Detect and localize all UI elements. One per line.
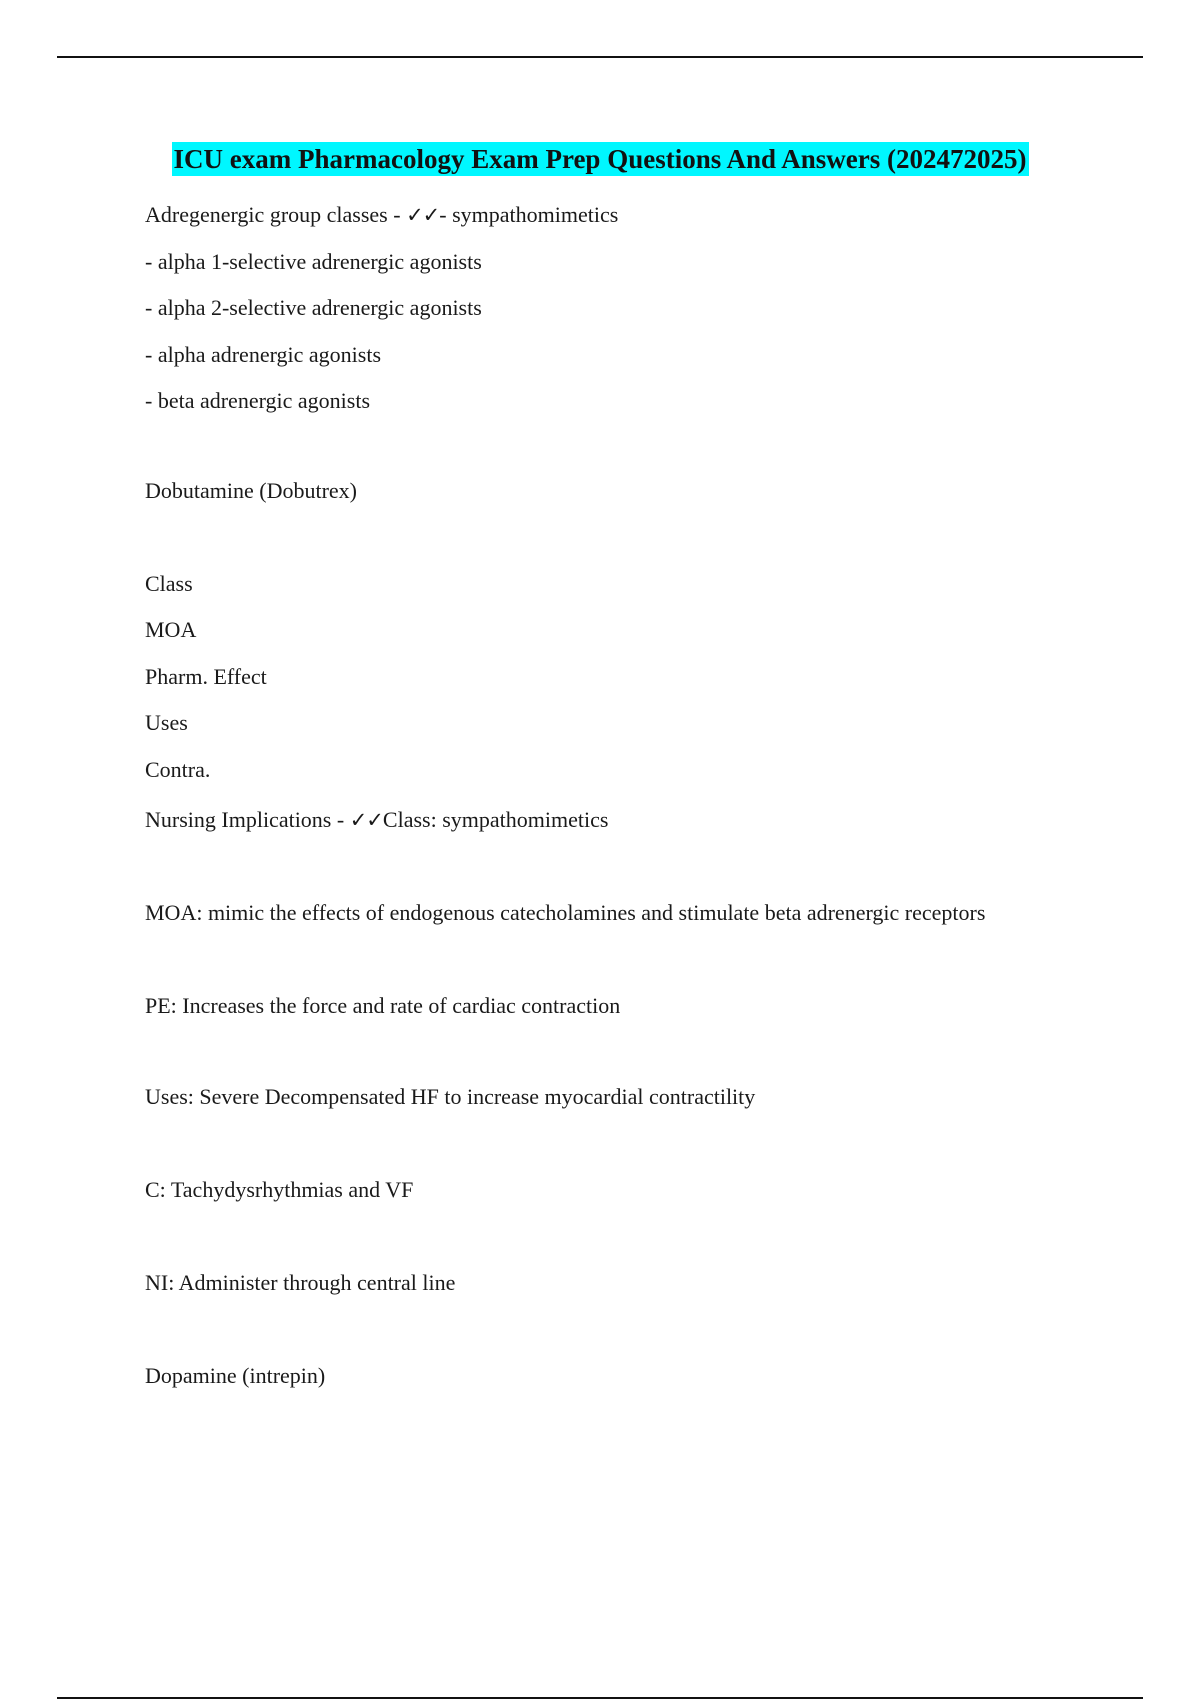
answer-line-adrenergic-classes [145,201,618,229]
text-line: - alpha 1-selective adrenergic agonists [145,249,482,274]
text-line: Uses: Severe Decompensated HF to increase myocardial contractility [145,1084,756,1109]
line-suffix: - sympathomimetics [439,202,619,227]
text-line: C: Tachydysrhythmias and VF [145,1177,414,1202]
check-mark-icon: ✓✓ [349,808,383,832]
drug-heading-dopamine: Dopamine (intrepin) [145,1363,326,1388]
text-line: Uses [145,710,188,735]
line-prefix: Adregenergic group classes - [145,202,407,227]
text-line: Pharm. Effect [145,664,267,689]
answer-line-nursing-implications [145,806,608,834]
drug-heading-dobutamine: Dobutamine (Dobutrex) [145,478,357,503]
text-line: MOA [145,617,197,642]
text-line: Class [145,571,193,596]
text-line: NI: Administer through central line [145,1270,456,1295]
text-line: PE: Increases the force and rate of cardiac contraction [145,993,621,1018]
line-suffix: Class: sympathomimetics [382,807,609,832]
line-prefix: Nursing Implications - [145,807,350,832]
text-line: MOA: mimic the effects of endogenous catecholamines and stimulate beta adrenergic receptors [145,900,986,925]
text-line: - alpha 2-selective adrenergic agonists [145,295,482,320]
title-container [0,142,1200,176]
document-title: ICU exam Pharmacology Exam Prep Questions And Answers (202472025) [173,144,1027,174]
text-line: - alpha adrenergic agonists [145,342,382,367]
text-line: - beta adrenergic agonists [145,388,371,413]
bottom-rule [57,1697,1143,1699]
text-line: Contra. [145,757,211,782]
check-mark-icon: ✓✓ [406,203,440,227]
top-rule [57,56,1143,58]
